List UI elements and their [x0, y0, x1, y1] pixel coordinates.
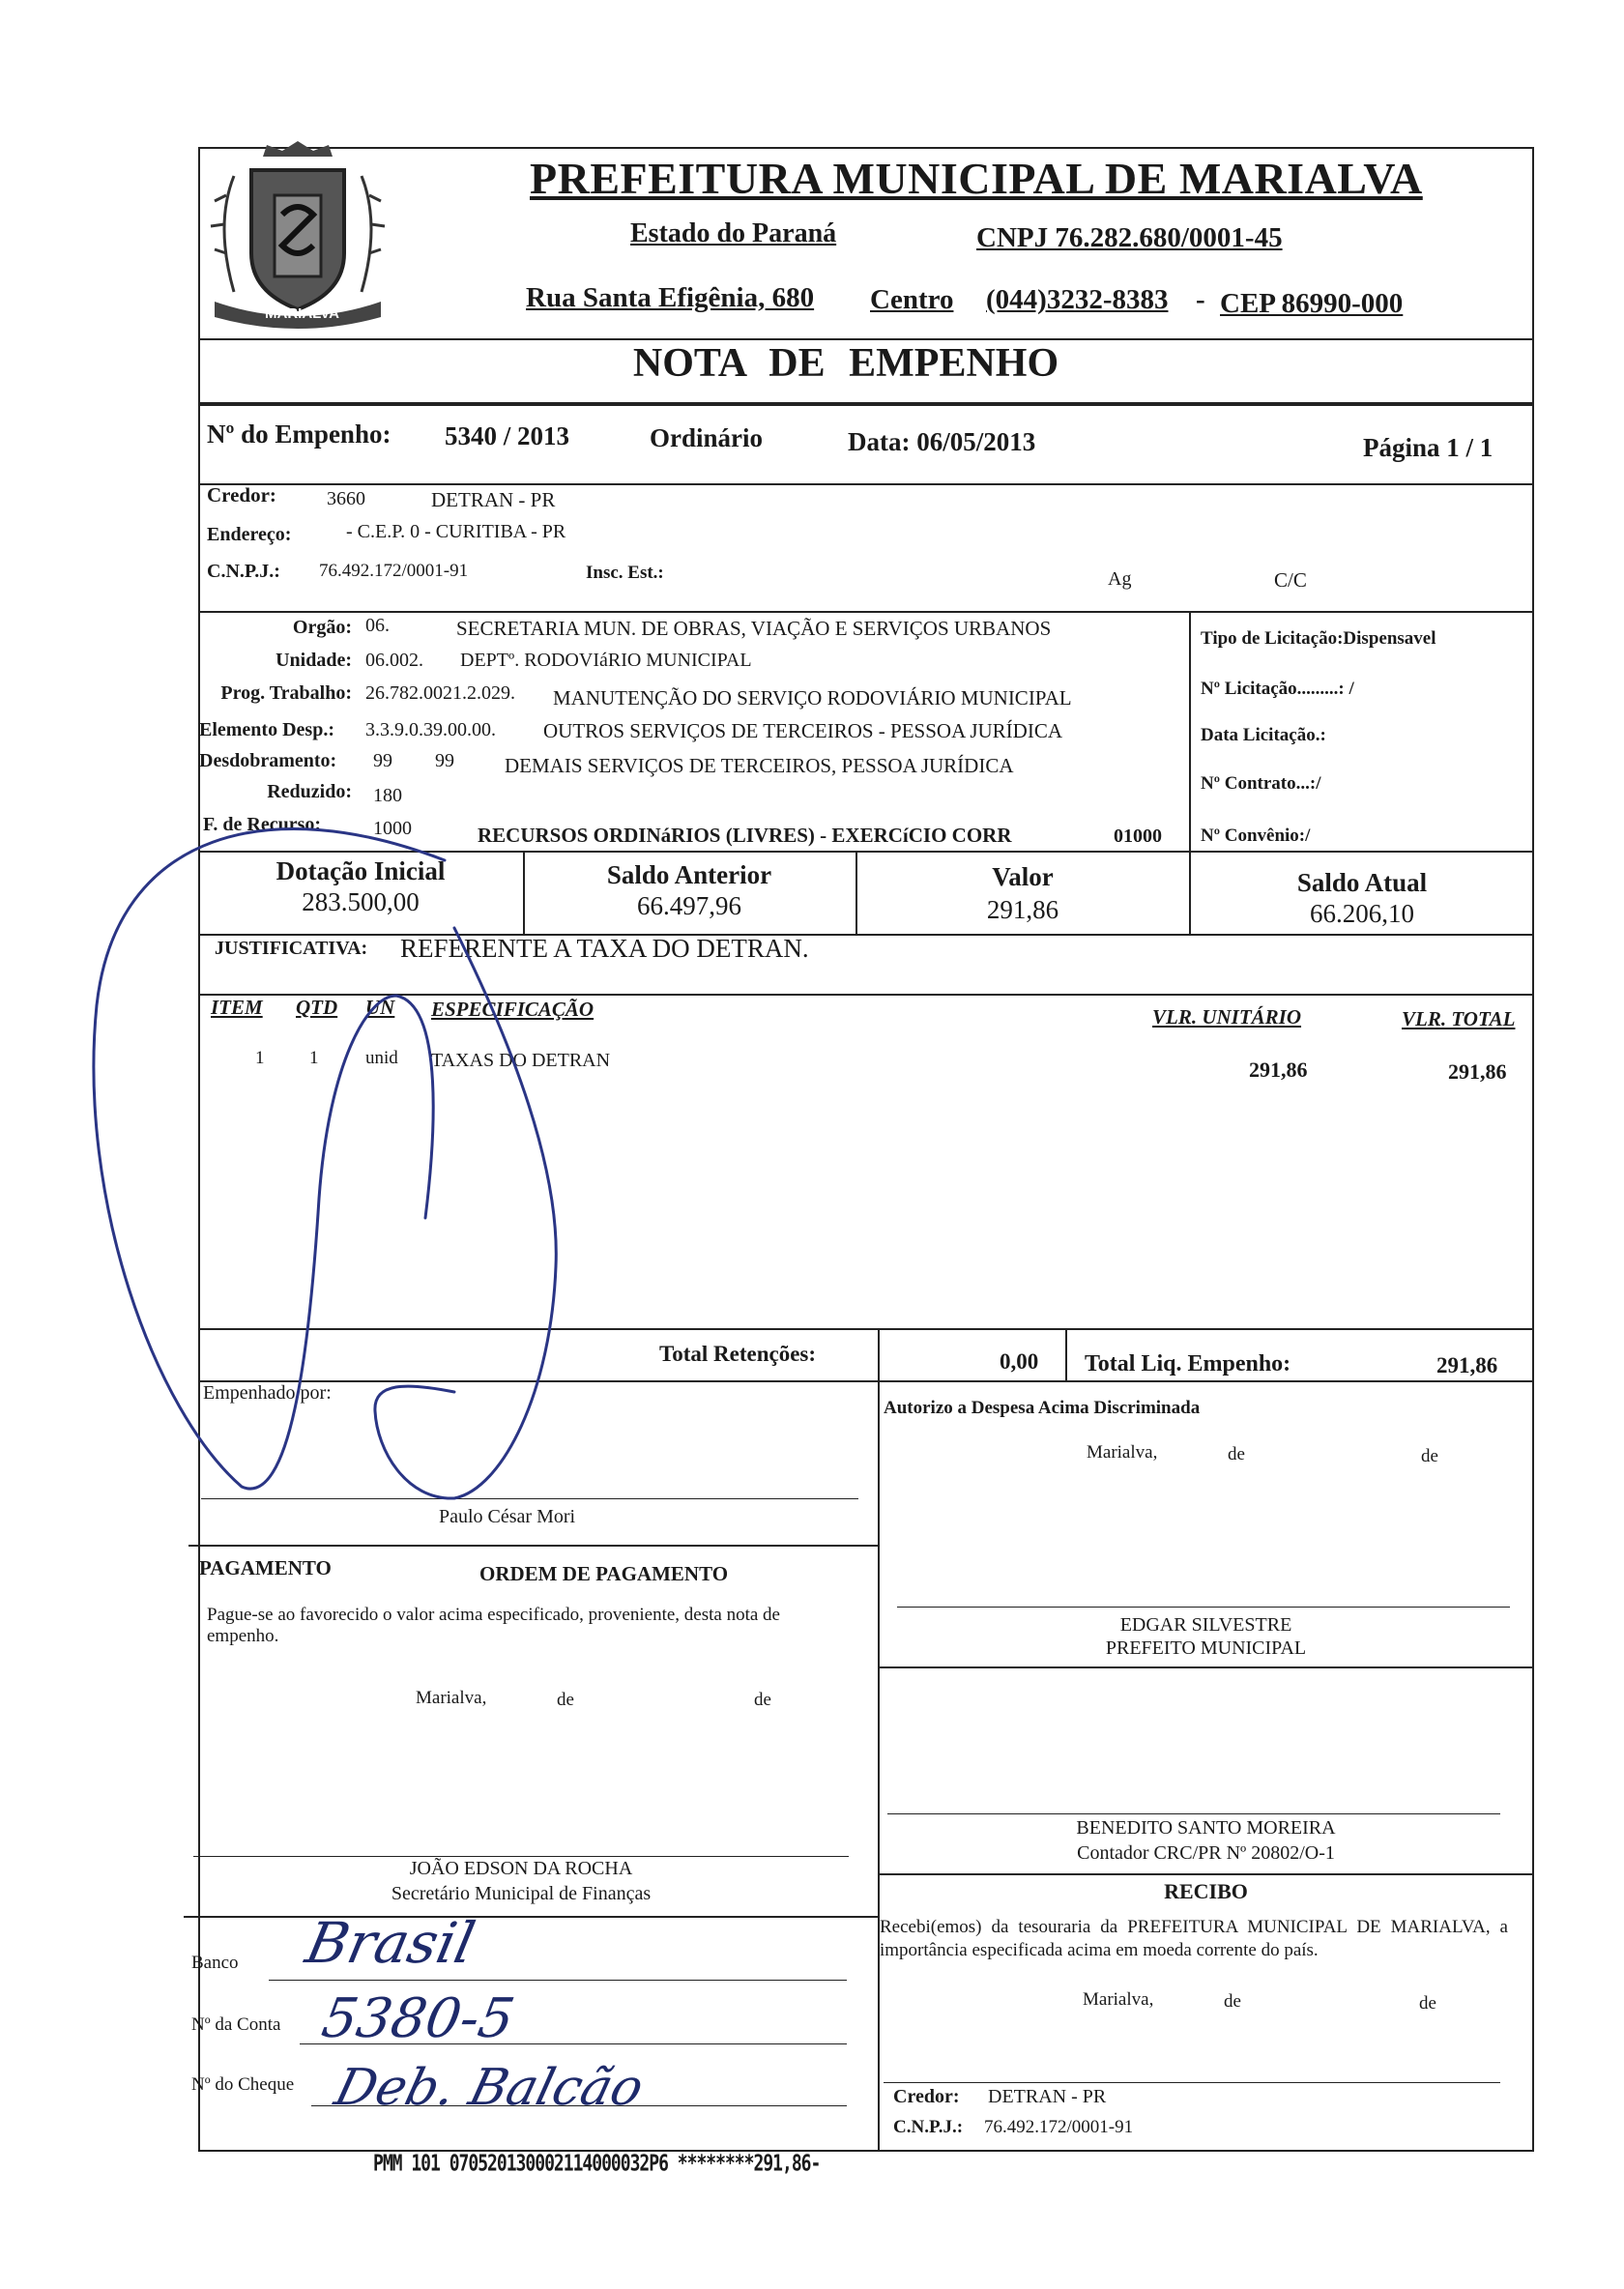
contador-role: Contador CRC/PR Nº 20802/O-1	[1077, 1842, 1335, 1864]
valor-value: 291,86	[986, 895, 1059, 924]
recurso-number: 01000	[1114, 826, 1162, 847]
banco-label: Banco	[191, 1953, 239, 1973]
elemento-name: OUTROS SERVIÇOS DE TERCEIROS - PESSOA JURÍDICA	[543, 719, 1063, 742]
tipo-licitacao: Tipo de Licitação:Dispensavel	[1201, 628, 1436, 649]
footer-code: PMM 101 070520130002114000032P6 ********291,86-	[373, 2150, 821, 2178]
recibo-credor-label: Credor:	[893, 2086, 960, 2107]
saldo-atual-label: Saldo Atual	[1296, 868, 1428, 897]
desdobramento-label: Desdobramento:	[199, 750, 337, 771]
valor-label: Valor	[992, 862, 1054, 891]
justificativa-label: JUSTIFICATIVA:	[215, 938, 368, 959]
saldo-anterior-value: 66.497,96	[637, 891, 741, 920]
reduzido-value: 180	[373, 785, 402, 806]
signature-line	[897, 1607, 1510, 1608]
pagamento-text: Pague-se ao favorecido o valor acima especificado, proveniente, desta nota de empenho.	[207, 1605, 780, 1646]
prog-trabalho-name: MANUTENÇÃO DO SERVIÇO RODOVIÁRIO MUNICIPAL	[553, 686, 1072, 710]
numero-contrato: Nº Contrato...:/	[1201, 773, 1321, 794]
unidade-label: Unidade:	[276, 650, 352, 671]
municipality-cnpj: CNPJ 76.282.680/0001-45	[976, 222, 1283, 253]
numero-licitacao: Nº Licitação.........: /	[1201, 679, 1354, 699]
reduzido-label: Reduzido:	[267, 781, 352, 802]
col-header-un: UN	[365, 996, 395, 1019]
liquido-value: 291,86	[1436, 1353, 1498, 1377]
col-header-vlr-unitario: VLR. UNITÁRIO	[1152, 1005, 1302, 1029]
recibo-title: RECIBO	[1164, 1879, 1248, 1903]
recurso-code: 1000	[373, 818, 412, 839]
elemento-code: 3.3.9.0.39.00.00.	[365, 719, 496, 740]
orgao-name: SECRETARIA MUN. DE OBRAS, VIAÇÃO E SERVIÇOS URBANOS	[456, 617, 1052, 640]
crest-banner-text: MARIALVA	[265, 305, 339, 322]
address-value: - C.E.P. 0 - CURITIBA - PR	[346, 521, 566, 542]
divider	[1065, 1328, 1067, 1380]
prog-trabalho-code: 26.782.0021.2.029.	[365, 682, 515, 704]
recibo-de1: de	[1224, 1991, 1241, 2012]
retencoes-value: 0,00	[1000, 1349, 1039, 1374]
numero-convenio: Nº Convênio:/	[1201, 826, 1311, 846]
recibo-city: Marialva,	[1083, 1989, 1154, 2010]
signature-line	[887, 1813, 1500, 1814]
divider	[184, 1916, 878, 1918]
desdobramento-subcode: 99	[435, 750, 454, 771]
autorizo-label: Autorizo a Despesa Acima Discriminada	[884, 1398, 1201, 1418]
unidade-name: DEPTº. RODOVIáRIO MUNICIPAL	[460, 650, 752, 671]
recurso-name: RECURSOS ORDINáRIOS (LIVRES) - EXERCíCIO CORR	[478, 824, 1012, 847]
crest-logo	[205, 137, 391, 331]
liquido-label: Total Liq. Empenho:	[1085, 1351, 1291, 1376]
agency-label: Ag	[1108, 568, 1132, 590]
divider	[878, 1873, 1534, 1875]
pagamento-label: PAGAMENTO	[199, 1556, 332, 1579]
conta-label: Nº da Conta	[191, 2014, 281, 2035]
data-licitacao: Data Licitação.:	[1201, 725, 1326, 745]
prefeito-name: EDGAR SILVESTRE	[1119, 1614, 1292, 1636]
divider	[188, 1545, 878, 1547]
signature-line	[201, 1498, 858, 1499]
insc-est-label: Insc. Est.:	[586, 563, 664, 583]
empenho-label: Nº do Empenho:	[207, 420, 392, 449]
street-address: Rua Santa Efigênia, 680	[526, 282, 815, 313]
justificativa-text: REFERENTE A TAXA DO DETRAN.	[400, 934, 809, 963]
recibo-credor: DETRAN - PR	[988, 2086, 1107, 2107]
empenho-date: Data: 06/05/2013	[848, 427, 1036, 456]
col-header-qtd: QTD	[296, 996, 338, 1019]
unidade-code: 06.002.	[365, 650, 423, 671]
recibo-cnpj: 76.492.172/0001-91	[984, 2117, 1134, 2137]
banco-handwritten: Brasil	[300, 1910, 481, 1976]
autorizo-de2: de	[1421, 1446, 1438, 1466]
district: Centro	[870, 284, 954, 315]
empenho-number: 5340 / 2013	[445, 421, 570, 450]
phone: (044)3232-8383	[986, 284, 1169, 315]
col-header-especificacao: ESPECIFICAÇÃO	[431, 998, 594, 1021]
divider	[198, 402, 1534, 406]
row-qtd: 1	[309, 1048, 319, 1068]
row-item: 1	[255, 1048, 265, 1068]
banco-line	[269, 1980, 847, 1981]
account-label: C/C	[1274, 568, 1307, 592]
signature-line	[884, 2082, 1500, 2083]
ordem-pagamento-label: ORDEM DE PAGAMENTO	[479, 1562, 729, 1585]
recibo-text: Recebi(emos) da tesouraria da PREFEITURA MUNICIPAL DE MARIALVA, a importância especificada acima em moeda corrente do país.	[880, 1917, 1508, 1960]
divider	[1189, 611, 1191, 860]
recibo-de2: de	[1419, 1993, 1436, 2014]
credor-label: Credor:	[207, 483, 276, 507]
prefeito-role: PREFEITO MUNICIPAL	[1105, 1637, 1307, 1659]
recurso-label: F. de Recurso:	[203, 814, 322, 835]
credor-cnpj: 76.492.172/0001-91	[319, 561, 469, 581]
credor-code: 3660	[327, 488, 365, 509]
dotacao-value: 283.500,00	[302, 887, 420, 916]
row-unit-value: 291,86	[1249, 1058, 1308, 1082]
saldo-anterior-label: Saldo Anterior	[606, 860, 772, 889]
row-desc: TAXAS DO DETRAN	[431, 1050, 611, 1071]
col-header-vlr-total: VLR. TOTAL	[1402, 1007, 1516, 1030]
row-un: unid	[365, 1048, 398, 1068]
orgao-label: Orgão:	[292, 617, 352, 638]
secretario-name: JOÃO EDSON DA ROCHA	[409, 1858, 633, 1879]
divider	[198, 934, 1534, 936]
retencoes-label: Total Retenções:	[659, 1342, 817, 1366]
credor-name: DETRAN - PR	[431, 488, 556, 511]
divider	[878, 1666, 1534, 1668]
divider	[198, 611, 1534, 613]
cheque-label: Nº do Cheque	[191, 2074, 295, 2095]
municipality-title: PREFEITURA MUNICIPAL DE MARIALVA	[530, 154, 1423, 203]
secretario-role: Secretário Municipal de Finanças	[391, 1883, 652, 1904]
address-label: Endereço:	[207, 524, 292, 545]
row-total-value: 291,86	[1448, 1059, 1507, 1084]
desdobramento-name: DEMAIS SERVIÇOS DE TERCEIROS, PESSOA JURÍDICA	[505, 754, 1014, 777]
orgao-code: 06.	[365, 615, 390, 636]
contador-name: BENEDITO SANTO MOREIRA	[1076, 1817, 1336, 1839]
pagamento-de2: de	[754, 1690, 771, 1710]
divider	[198, 1380, 1534, 1382]
empenhado-name: Paulo César Mori	[439, 1506, 576, 1527]
dash-separator: -	[1196, 284, 1205, 315]
cnpj-label: C.N.P.J.:	[207, 561, 280, 582]
divider	[198, 483, 1534, 485]
divider	[198, 994, 1534, 996]
page-number: Página 1 / 1	[1363, 433, 1494, 462]
signature-line	[193, 1856, 849, 1857]
dotacao-label: Dotação Inicial	[276, 856, 446, 885]
prog-trabalho-label: Prog. Trabalho:	[220, 682, 352, 704]
elemento-label: Elemento Desp.:	[199, 719, 334, 740]
desdobramento-code: 99	[373, 750, 392, 771]
cep: CEP 86990-000	[1220, 288, 1404, 319]
autorizo-de1: de	[1228, 1444, 1245, 1464]
conta-handwritten: 5380-5	[317, 1987, 519, 2050]
empenho-type: Ordinário	[650, 423, 764, 452]
pagamento-city: Marialva,	[416, 1688, 487, 1708]
autorizo-city: Marialva,	[1087, 1442, 1158, 1463]
col-header-item: ITEM	[211, 996, 263, 1019]
pagamento-de1: de	[557, 1690, 574, 1710]
divider	[198, 1328, 1534, 1330]
cheque-handwritten: Deb. Balcão	[329, 2059, 650, 2117]
saldo-atual-value: 66.206,10	[1310, 899, 1414, 928]
recibo-cnpj-label: C.N.P.J.:	[893, 2117, 964, 2137]
divider	[198, 851, 1534, 853]
document-title: NOTA DE EMPENHO	[632, 341, 1059, 386]
empenhado-label: Empenhado por:	[203, 1382, 332, 1404]
state-name: Estado do Paraná	[630, 218, 837, 248]
divider	[878, 1380, 880, 2152]
divider	[878, 1328, 880, 1380]
